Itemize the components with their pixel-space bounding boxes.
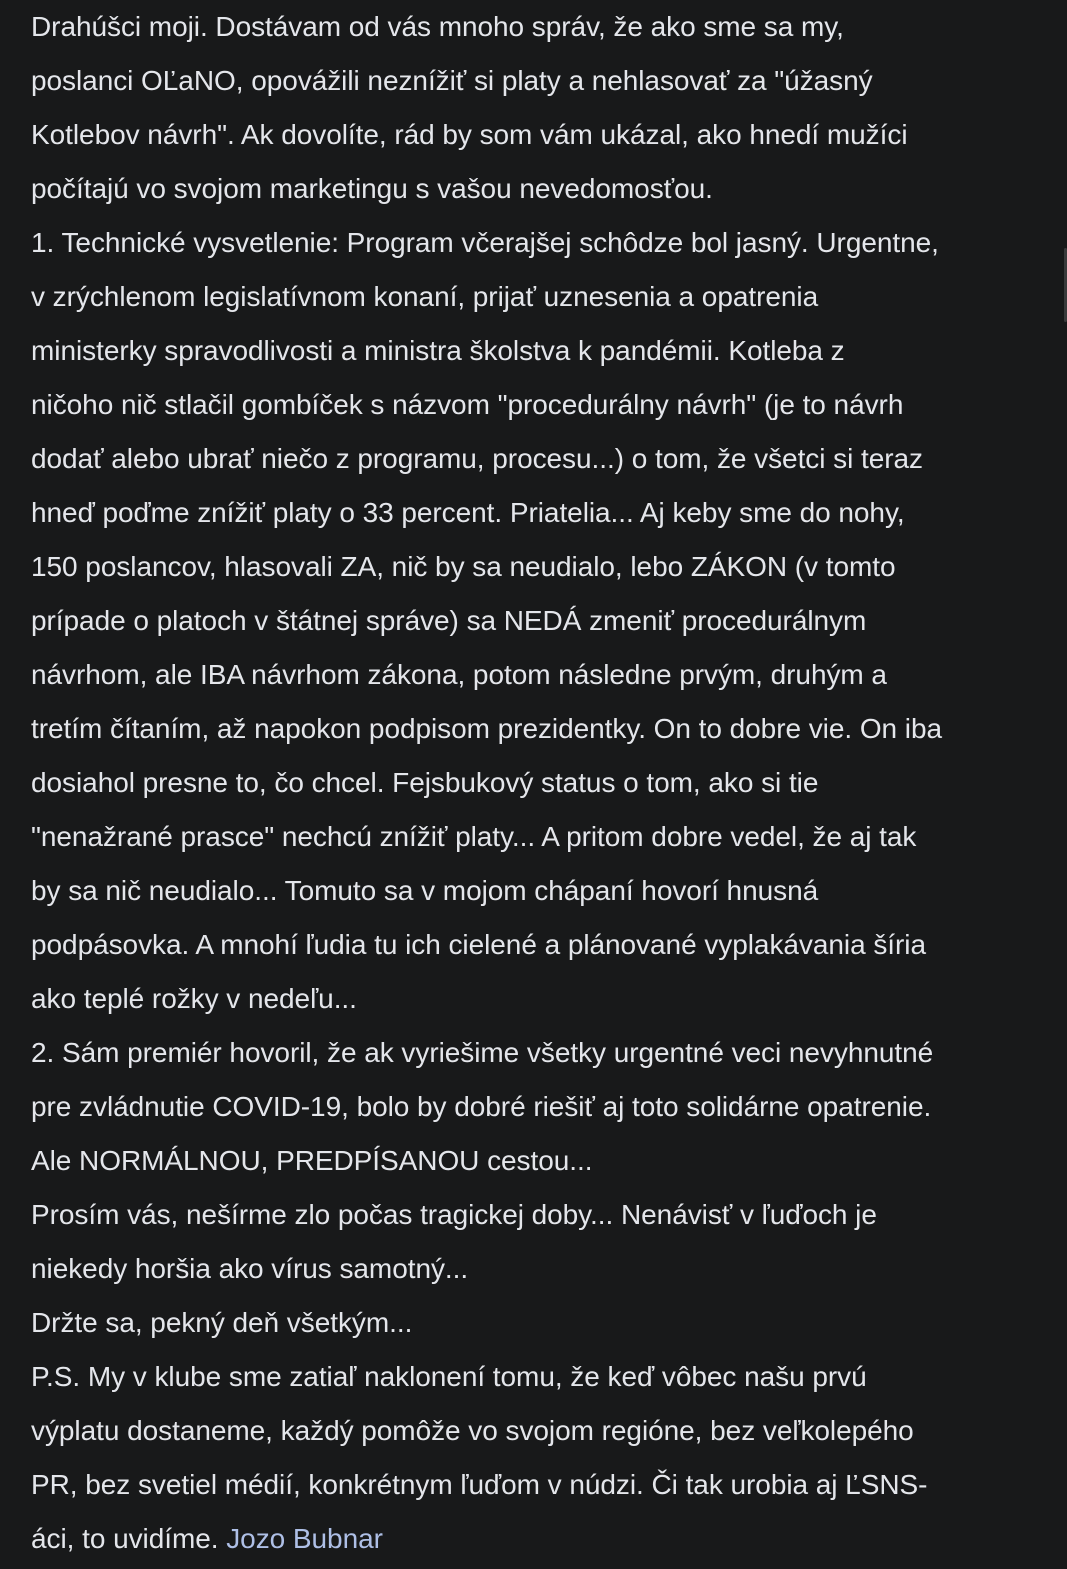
post-line: Kotlebov návrh". Ak dovolíte, rád by som vám ukázal, ako hnedí mužíci [31,119,908,150]
post-line: Držte sa, pekný deň všetkým... [31,1307,413,1338]
post-line: počítajú vo svojom marketingu s vašou nevedomosťou. [31,173,713,204]
post-line-last [31,1512,1057,1566]
post-body [31,0,1057,1566]
post-line: prípade o platoch v štátnej správe) sa NEDÁ zmeniť procedurálnym [31,605,867,636]
post-line: niekedy horšia ako vírus samotný... [31,1253,469,1284]
post-line: P.S. My v klube sme zatiaľ naklonení tomu, že keď vôbec našu prvú [31,1361,867,1392]
post-line: 150 poslancov, hlasovali ZA, nič by sa neudialo, lebo ZÁKON (v tomto [31,551,896,582]
post-line: tretím čítaním, až napokon podpisom prezidentky. On to dobre vie. On iba [31,713,943,744]
post-line: ministerky spravodlivosti a ministra školstva k pandémii. Kotleba z [31,335,845,366]
post-line: Ale NORMÁLNOU, PREDPÍSANOU cestou... [31,1145,593,1176]
author-link[interactable]: Jozo Bubnar [226,1523,383,1554]
post-line: "nenažrané prasce" nechcú znížiť platy... A pritom dobre vedel, že aj tak [31,821,917,852]
post-line: poslanci OĽaNO, opovážili neznížiť si platy a nehlasovať za "úžasný [31,65,873,96]
post-line: PR, bez svetiel médií, konkrétnym ľuďom v núdzi. Či tak urobia aj ĽSNS- [31,1469,928,1500]
post-line: dosiahol presne to, čo chcel. Fejsbukový status o tom, ako si tie [31,767,819,798]
post-line: v zrýchlenom legislatívnom konaní, prijať uznesenia a opatrenia [31,281,819,312]
post-line-last-text: áci, to uvidíme. [31,1523,227,1554]
post-line: návrhom, ale IBA návrhom zákona, potom následne prvým, druhým a [31,659,887,690]
post-line: 1. Technické vysvetlenie: Program včerajšej schôdze bol jasný. Urgentne, [31,227,939,258]
post-line: ničoho nič stlačil gombíček s názvom "procedurálny návrh" (je to návrh [31,389,904,420]
post-line: ako teplé rožky v nedeľu... [31,983,357,1014]
post-line: by sa nič neudialo... Tomuto sa v mojom chápaní hovorí hnusná [31,875,819,906]
post-line: 2. Sám premiér hovoril, že ak vyriešime všetky urgentné veci nevyhnutné [31,1037,934,1068]
post-line: pre zvládnutie COVID-19, bolo by dobré riešiť aj toto solidárne opatrenie. [31,1091,932,1122]
post-line: Prosím vás, nešírme zlo počas tragickej doby... Nenávisť v ľuďoch je [31,1199,877,1230]
post-line: hneď poďme znížiť platy o 33 percent. Priatelia... Aj keby sme do nohy, [31,497,905,528]
post-line: dodať alebo ubrať niečo z programu, procesu...) o tom, že všetci si teraz [31,443,924,474]
post-line: výplatu dostaneme, každý pomôže vo svojom regióne, bez veľkolepého [31,1415,914,1446]
post-line: podpásovka. A mnohí ľudia tu ich cielené a plánované vyplakávania šíria [31,929,926,960]
post-line: Drahúšci moji. Dostávam od vás mnoho správ, že ako sme sa my, [31,11,844,42]
